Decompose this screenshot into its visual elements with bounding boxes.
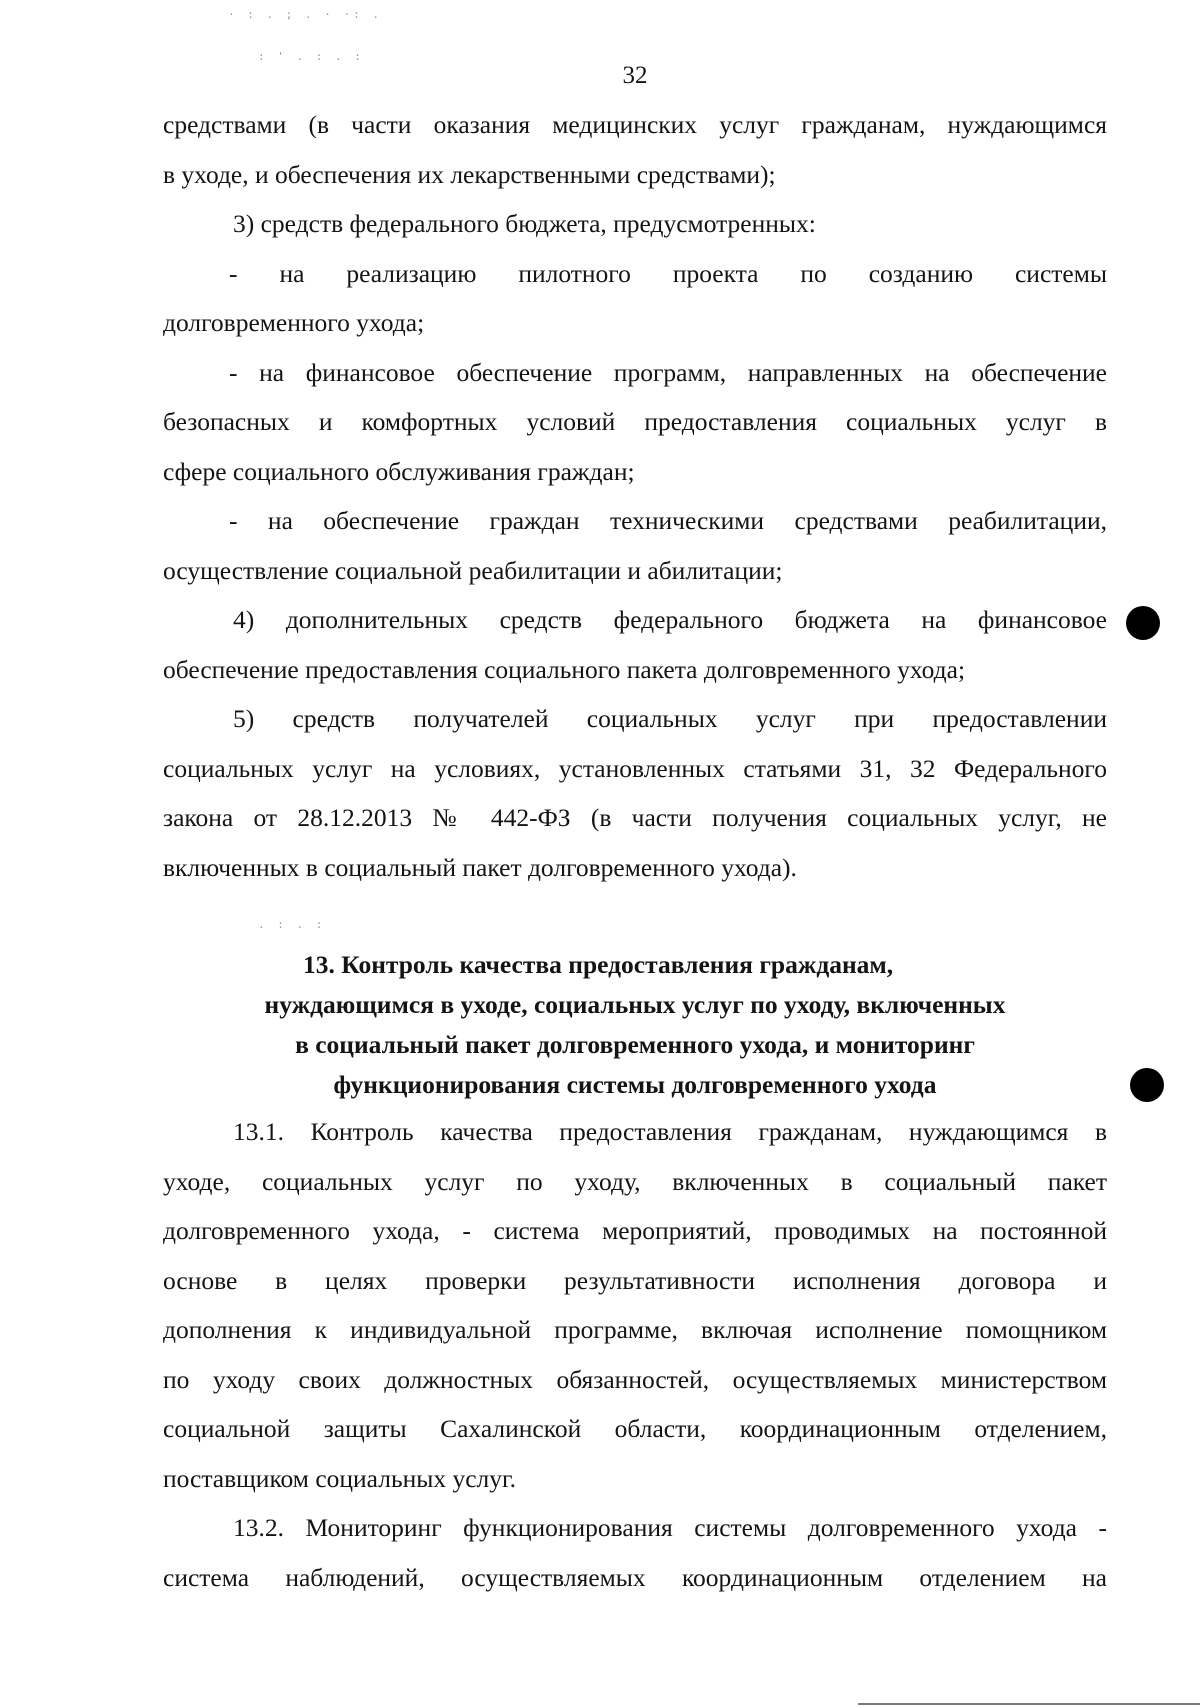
heading-line: в социальный пакет долговременного ухода, и мониторинг	[295, 1030, 975, 1059]
text-line: уходе, социальных услуг по уходу, включенных в социальный пакет	[163, 1166, 1107, 1196]
text-line: - на реализацию пилотного проекта по созданию системы	[229, 258, 1107, 288]
scan-noise: . : . :	[258, 918, 326, 931]
text-line: социальных услуг на условиях, установленных статьями 31, 32 Федерального	[163, 753, 1107, 783]
page-number: 32	[622, 62, 648, 89]
text-line: социальной защиты Сахалинской области, координационным отделением,	[163, 1414, 1107, 1443]
text-line: дополнения к индивидуальной программе, включая исполнение помощником	[163, 1315, 1107, 1344]
heading-line: нуждающимся в уходе, социальных услуг по уходу, включенных	[264, 990, 1006, 1019]
text-line: 4) дополнительных средств федерального бюджета на финансовое	[233, 605, 1107, 634]
text-line: включенных в социальный пакет долговременного ухода).	[163, 852, 797, 882]
text-line: 5) средств получателей социальных услуг при предоставлении	[233, 704, 1107, 733]
hole-punch-mark	[1130, 1068, 1164, 1102]
text-line: основе в целях проверки результативности исполнения договора и	[163, 1265, 1107, 1295]
body-text-section	[163, 1107, 1107, 1602]
text-line: - на обеспечение граждан техническими средствами реабилитации,	[229, 506, 1107, 535]
text-line: система наблюдений, осуществляемых координационным отделением на	[163, 1562, 1107, 1592]
text-line: безопасных и комфортных условий предоставления социальных услуг в	[163, 407, 1107, 436]
text-line: закона от 28.12.2013 № 442-ФЗ (в части получения социальных услуг, не	[163, 803, 1107, 832]
scan-noise: · : . ; . · ·: .	[228, 8, 382, 21]
section-heading	[163, 945, 1107, 1105]
hole-punch-mark	[1126, 606, 1160, 640]
heading-line: 13. Контроль качества предоставления гражданам,	[303, 950, 894, 979]
text-line: 13.2. Мониторинг функционирования системы долговременного ухода -	[233, 1513, 1107, 1542]
page-edge-line	[858, 1703, 1200, 1705]
scan-noise: : ' . : . :	[258, 50, 364, 63]
text-line: средствами (в части оказания медицинских услуг гражданам, нуждающимся	[163, 110, 1107, 139]
text-line: обеспечение предоставления социального пакета долговременного ухода;	[163, 654, 966, 684]
heading-line: функционирования системы долговременного ухода	[333, 1070, 937, 1099]
text-line: сфере социального обслуживания граждан;	[163, 456, 635, 486]
text-line: по уходу своих должностных обязанностей, осуществляемых министерством	[163, 1364, 1107, 1394]
text-line: долговременного ухода;	[163, 308, 425, 337]
text-line: в уходе, и обеспечения их лекарственными средствами);	[163, 159, 776, 189]
text-line: осуществление социальной реабилитации и абилитации;	[163, 555, 783, 585]
text-line: долговременного ухода, - система мероприятий, проводимых на постоянной	[163, 1216, 1107, 1245]
text-line: - на финансовое обеспечение программ, направленных на обеспечение	[229, 357, 1107, 387]
text-line: поставщиком социальных услуг.	[163, 1463, 516, 1493]
text-line: 3) средств федерального бюджета, предусмотренных:	[233, 209, 816, 238]
text-line: 13.1. Контроль качества предоставления гражданам, нуждающимся в	[233, 1117, 1107, 1146]
body-text-top	[163, 100, 1107, 892]
